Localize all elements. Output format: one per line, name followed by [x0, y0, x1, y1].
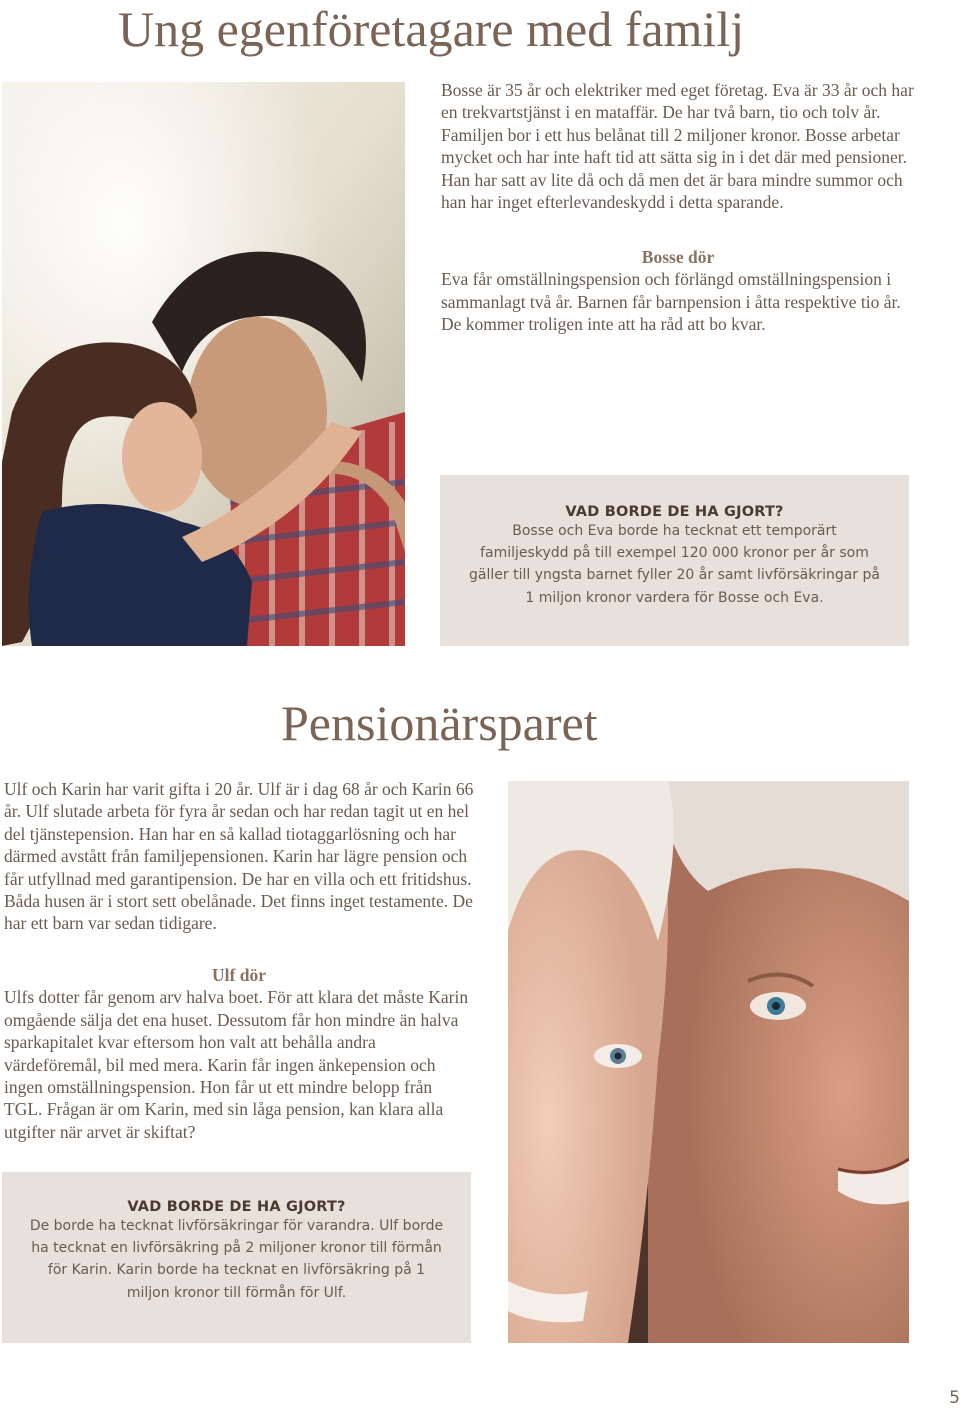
- family-advice-box: [440, 475, 909, 646]
- family-event-heading: Bosse dör: [641, 247, 715, 267]
- page-number: 5: [949, 1388, 960, 1408]
- family-advice-text: Bosse och Eva borde ha tecknat ett temporärt familjeskydd på till exempel 120 000 kronor per år som gäller till yngsta barnet fyller 20 år samt livförsäkringar på 1 miljon kronor vardera för Bosse och Eva.: [469, 523, 880, 606]
- family-event-text: Eva får omställningspension och förlängd omställningspension i sammanlagt två år. Barnen får barnpension i åtta respektive tio år. De kommer troligen inte att ha råd att bo kvar.: [441, 269, 901, 335]
- family-advice-title: VAD BORDE DE HA GJORT?: [565, 504, 784, 520]
- section-title-pensioners: Pensionärsparet: [281, 695, 598, 751]
- pensioners-event-heading: Ulf dör: [212, 965, 266, 985]
- father-daughter-photo: [2, 82, 405, 646]
- pensioners-advice-text: De borde ha tecknat livförsäkringar för varandra. Ulf borde ha tecknat en livförsäkring på 2 miljoner kronor till förmån för Karin. Karin borde ha tecknat en livförsäkring på 1 miljon kronor till förmån för Ulf.: [29, 1218, 444, 1301]
- pensioners-intro-text: [4, 778, 474, 935]
- pensioners-event-block: [4, 964, 474, 1143]
- section-title-family: Ung egenföretagare med familj: [118, 1, 745, 57]
- pensioners-advice-title: VAD BORDE DE HA GJORT?: [127, 1199, 346, 1215]
- elderly-couple-photo: [508, 781, 909, 1343]
- family-event-block: [441, 246, 915, 336]
- pensioners-advice-box: [2, 1172, 471, 1343]
- pensioners-intro-paragraph: Ulf och Karin har varit gifta i 20 år. Ulf är i dag 68 år och Karin 66 år. Ulf slutade arbeta för fyra år sedan och har redan tagit ut en hel del tjänstepension. Han har en så kallad tiotaggarlösning och har därmed avstått från familjepensionen. Karin har lägre pension och får utfyllnad med garantipension. De har en villa och ett fritidshus. Båda husen är i stort sett obelånade. Det finns inget testamente. De har ett barn var sedan tidigare.: [4, 779, 474, 934]
- family-intro-text: [441, 79, 915, 213]
- pensioners-event-text: Ulfs dotter får genom arv halva boet. För att klara det måste Karin omgående sälja det ena huset. Dessutom får hon mindre än halva sparkapitalet kvar eftersom hon valt att behålla andra värdeföremål, bil med mera. Karin får ingen änkepension och ingen omställningspension. Hon får ut ett mindre belopp från TGL. Frågan är om Karin, med sin låga pension, kan klara alla utgifter när arvet är skiftat?: [4, 987, 469, 1142]
- family-intro-paragraph: Bosse är 35 år och elektriker med eget företag. Eva är 33 år och har en trekvartstjänst i en mataffär. De har två barn, tio och tolv år. Familjen bor i ett hus belånat till 2 miljoner kronor. Bosse arbetar mycket och har inte haft tid att sätta sig in i det där med pensioner. Han har satt av lite då och då men det är bara mindre summor och han har inget efterlevandeskydd i detta sparande.: [441, 80, 914, 213]
